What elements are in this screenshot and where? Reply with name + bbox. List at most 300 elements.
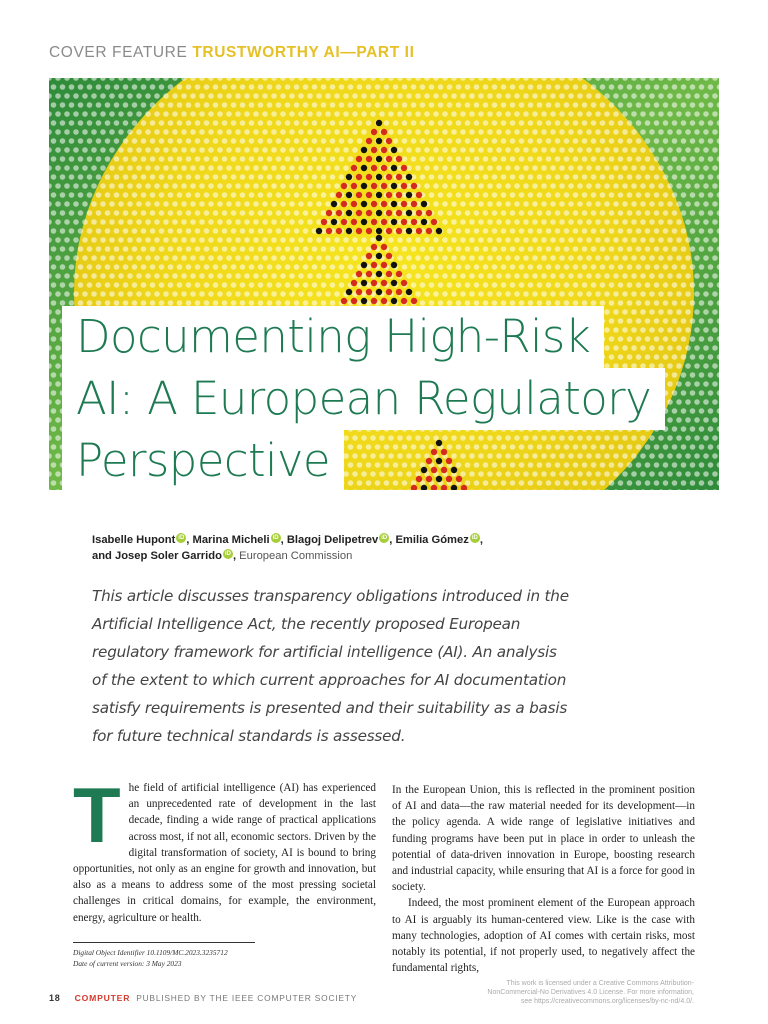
- lattice-dot: [217, 111, 223, 117]
- lattice-dot: [460, 255, 466, 261]
- lattice-dot: [586, 237, 592, 243]
- lattice-dot: [649, 93, 655, 99]
- orcid-icon[interactable]: iD: [178, 535, 185, 541]
- lattice-dot: [555, 120, 561, 126]
- lattice-dot: [667, 255, 673, 261]
- lattice-dot: [195, 120, 201, 126]
- lattice-dot: [145, 255, 151, 261]
- lattice-dot: [114, 228, 120, 234]
- lattice-dot: [217, 201, 223, 207]
- lattice-dot: [505, 147, 511, 153]
- lattice-dot: [586, 255, 592, 261]
- lattice-dot: [528, 156, 534, 162]
- lattice-dot: [298, 255, 304, 261]
- lattice-dot: [195, 282, 201, 288]
- lattice-dot: [267, 246, 273, 252]
- lattice-dot: [496, 93, 502, 99]
- lattice-dot: [663, 300, 669, 306]
- figure-dot: [366, 138, 372, 144]
- lattice-dot: [222, 228, 228, 234]
- lattice-dot: [438, 102, 444, 108]
- lattice-dot: [150, 210, 156, 216]
- lattice-dot: [663, 84, 669, 90]
- lattice-dot: [564, 228, 570, 234]
- lattice-dot: [640, 93, 646, 99]
- lattice-dot: [658, 111, 664, 117]
- lattice-dot: [177, 84, 183, 90]
- lattice-dot: [654, 138, 660, 144]
- lattice-dot: [559, 183, 565, 189]
- lattice-dot: [487, 219, 493, 225]
- lattice-dot: [613, 219, 619, 225]
- lattice-dot: [244, 129, 250, 135]
- lattice-dot: [298, 183, 304, 189]
- lattice-dot: [591, 84, 597, 90]
- lattice-dot: [190, 165, 196, 171]
- lattice-dot: [60, 84, 66, 90]
- lattice-dot: [564, 174, 570, 180]
- lattice-dot: [429, 192, 435, 198]
- lattice-dot: [325, 183, 331, 189]
- lattice-dot: [618, 210, 624, 216]
- lattice-dot: [411, 156, 417, 162]
- lattice-dot: [114, 174, 120, 180]
- lattice-dot: [456, 246, 462, 252]
- lattice-dot: [51, 408, 57, 414]
- lattice-dot: [618, 264, 624, 270]
- lattice-dot: [694, 291, 700, 297]
- lattice-dot: [55, 165, 61, 171]
- lattice-dot: [712, 327, 718, 333]
- lattice-dot: [663, 192, 669, 198]
- lattice-dot: [541, 237, 547, 243]
- lattice-dot: [483, 174, 489, 180]
- lattice-dot: [240, 120, 246, 126]
- lattice-dot: [573, 174, 579, 180]
- lattice-dot: [136, 255, 142, 261]
- lattice-dot: [442, 291, 448, 297]
- lattice-dot: [699, 246, 705, 252]
- lattice-dot: [199, 237, 205, 243]
- section-label: COVER FEATURE: [49, 44, 188, 61]
- lattice-dot: [460, 291, 466, 297]
- lattice-dot: [577, 111, 583, 117]
- lattice-dot: [510, 174, 516, 180]
- lattice-dot: [316, 201, 322, 207]
- lattice-dot: [276, 228, 282, 234]
- lattice-dot: [334, 273, 340, 279]
- lattice-dot: [685, 417, 691, 423]
- lattice-dot: [132, 192, 138, 198]
- lattice-dot: [78, 282, 84, 288]
- lattice-dot: [415, 255, 421, 261]
- lattice-dot: [672, 282, 678, 288]
- figure-dot: [371, 244, 377, 250]
- lattice-dot: [690, 336, 696, 342]
- lattice-dot: [604, 129, 610, 135]
- lattice-dot: [343, 93, 349, 99]
- lattice-dot: [357, 84, 363, 90]
- figure-dot: [411, 201, 417, 207]
- lattice-dot: [492, 102, 498, 108]
- lattice-dot: [564, 246, 570, 252]
- lattice-dot: [559, 255, 565, 261]
- figure-dot: [401, 183, 407, 189]
- lattice-dot: [546, 228, 552, 234]
- figure-dot: [361, 262, 367, 268]
- lattice-dot: [82, 291, 88, 297]
- lattice-dot: [694, 381, 700, 387]
- lattice-dot: [609, 102, 615, 108]
- lattice-dot: [307, 219, 313, 225]
- lattice-dot: [573, 102, 579, 108]
- lattice-dot: [172, 111, 178, 117]
- lattice-dot: [208, 255, 214, 261]
- lattice-dot: [181, 147, 187, 153]
- lattice-dot: [69, 210, 75, 216]
- lattice-dot: [676, 255, 682, 261]
- lattice-dot: [253, 183, 259, 189]
- lattice-dot: [595, 129, 601, 135]
- lattice-dot: [222, 102, 228, 108]
- lattice-dot: [685, 291, 691, 297]
- lattice-dot: [280, 273, 286, 279]
- lattice-dot: [190, 255, 196, 261]
- lattice-dot: [712, 255, 718, 261]
- lattice-dot: [478, 111, 484, 117]
- lattice-dot: [510, 246, 516, 252]
- lattice-dot: [604, 201, 610, 207]
- lattice-dot: [141, 174, 147, 180]
- lattice-dot: [690, 372, 696, 378]
- lattice-dot: [60, 174, 66, 180]
- lattice-dot: [528, 210, 534, 216]
- lattice-dot: [249, 300, 255, 306]
- lattice-dot: [159, 282, 165, 288]
- lattice-dot: [640, 273, 646, 279]
- lattice-dot: [654, 192, 660, 198]
- lattice-dot: [348, 102, 354, 108]
- lattice-dot: [226, 291, 232, 297]
- lattice-dot: [523, 147, 529, 153]
- lattice-dot: [217, 237, 223, 243]
- lattice-dot: [262, 273, 268, 279]
- lattice-dot: [339, 282, 345, 288]
- lattice-dot: [708, 444, 714, 450]
- lattice-dot: [190, 111, 196, 117]
- lattice-dot: [681, 102, 687, 108]
- figure-dot: [396, 210, 402, 216]
- lattice-dot: [55, 183, 61, 189]
- lattice-dot: [532, 129, 538, 135]
- figure-dot: [351, 183, 357, 189]
- orcid-icon[interactable]: iD: [471, 535, 478, 541]
- lattice-dot: [159, 192, 165, 198]
- lattice-dot: [181, 291, 187, 297]
- lattice-dot: [559, 111, 565, 117]
- lattice-dot: [330, 174, 336, 180]
- lattice-dot: [186, 264, 192, 270]
- lattice-dot: [366, 84, 372, 90]
- lattice-dot: [105, 246, 111, 252]
- lattice-dot: [699, 102, 705, 108]
- lattice-dot: [658, 129, 664, 135]
- figure-dot: [346, 289, 352, 295]
- lattice-dot: [280, 219, 286, 225]
- lattice-dot: [285, 174, 291, 180]
- lattice-dot: [276, 246, 282, 252]
- figure-dot: [406, 228, 412, 234]
- lattice-dot: [222, 210, 228, 216]
- lattice-dot: [150, 120, 156, 126]
- lattice-dot: [105, 210, 111, 216]
- lattice-dot: [690, 210, 696, 216]
- lattice-dot: [258, 264, 264, 270]
- lattice-dot: [492, 192, 498, 198]
- lattice-dot: [712, 111, 718, 117]
- lattice-dot: [289, 111, 295, 117]
- lattice-dot: [555, 174, 561, 180]
- lattice-dot: [456, 264, 462, 270]
- lattice-dot: [334, 147, 340, 153]
- lattice-dot: [492, 138, 498, 144]
- lattice-dot: [312, 192, 318, 198]
- lattice-dot: [645, 120, 651, 126]
- lattice-dot: [555, 264, 561, 270]
- lattice-dot: [438, 192, 444, 198]
- lattice-dot: [667, 201, 673, 207]
- lattice-dot: [69, 120, 75, 126]
- lattice-dot: [690, 102, 696, 108]
- lattice-dot: [492, 300, 498, 306]
- lattice-dot: [582, 174, 588, 180]
- lattice-dot: [253, 291, 259, 297]
- lattice-dot: [537, 138, 543, 144]
- lattice-dot: [685, 273, 691, 279]
- lattice-dot: [631, 237, 637, 243]
- lattice-dot: [208, 93, 214, 99]
- lattice-dot: [253, 147, 259, 153]
- lattice-dot: [478, 273, 484, 279]
- lattice-dot: [514, 273, 520, 279]
- orcid-icon[interactable]: iD: [272, 535, 279, 541]
- lattice-dot: [564, 264, 570, 270]
- lattice-dot: [523, 219, 529, 225]
- lattice-dot: [280, 165, 286, 171]
- lattice-dot: [141, 138, 147, 144]
- lattice-dot: [195, 156, 201, 162]
- lattice-dot: [78, 192, 84, 198]
- lattice-dot: [348, 264, 354, 270]
- lattice-dot: [555, 300, 561, 306]
- lattice-dot: [262, 93, 268, 99]
- lattice-dot: [532, 219, 538, 225]
- lattice-dot: [186, 102, 192, 108]
- lattice-dot: [271, 93, 277, 99]
- lattice-dot: [154, 93, 160, 99]
- lattice-dot: [442, 93, 448, 99]
- lattice-dot: [586, 129, 592, 135]
- lattice-dot: [402, 120, 408, 126]
- lattice-dot: [465, 156, 471, 162]
- lattice-dot: [249, 174, 255, 180]
- lattice-dot: [712, 453, 718, 459]
- lattice-dot: [298, 201, 304, 207]
- lattice-dot: [321, 282, 327, 288]
- lattice-dot: [109, 93, 115, 99]
- lattice-dot: [573, 138, 579, 144]
- lattice-dot: [303, 228, 309, 234]
- lattice-dot: [82, 219, 88, 225]
- lattice-dot: [582, 246, 588, 252]
- lattice-dot: [91, 165, 97, 171]
- lattice-dot: [645, 300, 651, 306]
- lattice-dot: [276, 264, 282, 270]
- lattice-dot: [159, 156, 165, 162]
- lattice-dot: [519, 300, 525, 306]
- lattice-dot: [672, 480, 678, 486]
- lattice-dot: [172, 291, 178, 297]
- lattice-dot: [618, 300, 624, 306]
- figure-dot: [371, 201, 377, 207]
- lattice-dot: [519, 246, 525, 252]
- lattice-dot: [636, 300, 642, 306]
- lattice-dot: [424, 291, 430, 297]
- lattice-dot: [397, 129, 403, 135]
- lattice-dot: [64, 255, 70, 261]
- lattice-dot: [267, 84, 273, 90]
- lattice-dot: [271, 219, 277, 225]
- lattice-dot: [582, 84, 588, 90]
- lattice-dot: [595, 147, 601, 153]
- lattice-dot: [114, 264, 120, 270]
- lattice-dot: [208, 165, 214, 171]
- lattice-dot: [168, 102, 174, 108]
- lattice-dot: [172, 147, 178, 153]
- figure-dot: [371, 147, 377, 153]
- lattice-dot: [64, 237, 70, 243]
- lattice-dot: [127, 219, 133, 225]
- lattice-dot: [676, 183, 682, 189]
- lattice-dot: [681, 480, 687, 486]
- lattice-dot: [51, 318, 57, 324]
- lattice-dot: [492, 210, 498, 216]
- lattice-dot: [294, 120, 300, 126]
- lattice-dot: [636, 210, 642, 216]
- lattice-dot: [600, 120, 606, 126]
- lattice-dot: [528, 102, 534, 108]
- lattice-dot: [690, 192, 696, 198]
- lattice-dot: [699, 318, 705, 324]
- lattice-dot: [285, 282, 291, 288]
- lattice-dot: [280, 237, 286, 243]
- lattice-dot: [600, 102, 606, 108]
- lattice-dot: [618, 192, 624, 198]
- lattice-dot: [348, 246, 354, 252]
- lattice-dot: [343, 147, 349, 153]
- lattice-dot: [424, 147, 430, 153]
- lattice-dot: [676, 273, 682, 279]
- lattice-dot: [55, 309, 61, 315]
- lattice-dot: [627, 210, 633, 216]
- lattice-dot: [150, 300, 156, 306]
- lattice-dot: [528, 192, 534, 198]
- figure-dot: [331, 201, 337, 207]
- lattice-dot: [325, 165, 331, 171]
- lattice-dot: [451, 291, 457, 297]
- lattice-dot: [523, 129, 529, 135]
- lattice-dot: [357, 138, 363, 144]
- lattice-dot: [312, 282, 318, 288]
- orcid-icon[interactable]: iD: [381, 535, 388, 541]
- lattice-dot: [510, 228, 516, 234]
- lattice-dot: [672, 246, 678, 252]
- lattice-dot: [685, 435, 691, 441]
- lattice-dot: [258, 102, 264, 108]
- lattice-dot: [249, 192, 255, 198]
- figure-dot: [386, 289, 392, 295]
- lattice-dot: [339, 174, 345, 180]
- lattice-dot: [307, 129, 313, 135]
- lattice-dot: [208, 147, 214, 153]
- abstract: This article discusses transparency obligations introduced in the Artificial Intelligence Act, the recently proposed European regulatory framework for artificial intelligence (AI). An analysis of the extent to which current approaches for AI documentation satisfy requirements is presented and their suitability as a basis for future technical standards is assessed.: [92, 587, 569, 745]
- lattice-dot: [163, 165, 169, 171]
- lattice-dot: [231, 138, 237, 144]
- lattice-dot: [442, 273, 448, 279]
- lattice-dot: [100, 201, 106, 207]
- lattice-dot: [240, 246, 246, 252]
- lattice-dot: [78, 264, 84, 270]
- lattice-dot: [649, 129, 655, 135]
- lattice-dot: [699, 408, 705, 414]
- lattice-dot: [357, 102, 363, 108]
- lattice-dot: [699, 84, 705, 90]
- title-line-1: Documenting High-Risk: [62, 306, 604, 368]
- lattice-dot: [708, 318, 714, 324]
- lattice-dot: [69, 138, 75, 144]
- lattice-dot: [487, 201, 493, 207]
- lattice-dot: [694, 453, 700, 459]
- lattice-dot: [681, 354, 687, 360]
- lattice-dot: [217, 273, 223, 279]
- lattice-dot: [231, 228, 237, 234]
- orcid-icon[interactable]: iD: [224, 551, 231, 557]
- lattice-dot: [712, 219, 718, 225]
- lattice-dot: [600, 300, 606, 306]
- lattice-dot: [55, 147, 61, 153]
- lattice-dot: [708, 228, 714, 234]
- figure-dot: [336, 192, 342, 198]
- lattice-dot: [96, 210, 102, 216]
- figure-dot: [356, 271, 362, 277]
- lattice-dot: [145, 93, 151, 99]
- figure-dot: [381, 165, 387, 171]
- lattice-dot: [316, 111, 322, 117]
- lattice-dot: [168, 192, 174, 198]
- lattice-dot: [226, 111, 232, 117]
- lattice-dot: [703, 309, 709, 315]
- lattice-dot: [541, 183, 547, 189]
- lattice-dot: [483, 210, 489, 216]
- lattice-dot: [127, 147, 133, 153]
- lattice-dot: [559, 93, 565, 99]
- lattice-dot: [433, 273, 439, 279]
- figure-dot: [416, 210, 422, 216]
- lattice-dot: [411, 138, 417, 144]
- lattice-dot: [523, 273, 529, 279]
- lattice-dot: [546, 246, 552, 252]
- lattice-dot: [591, 246, 597, 252]
